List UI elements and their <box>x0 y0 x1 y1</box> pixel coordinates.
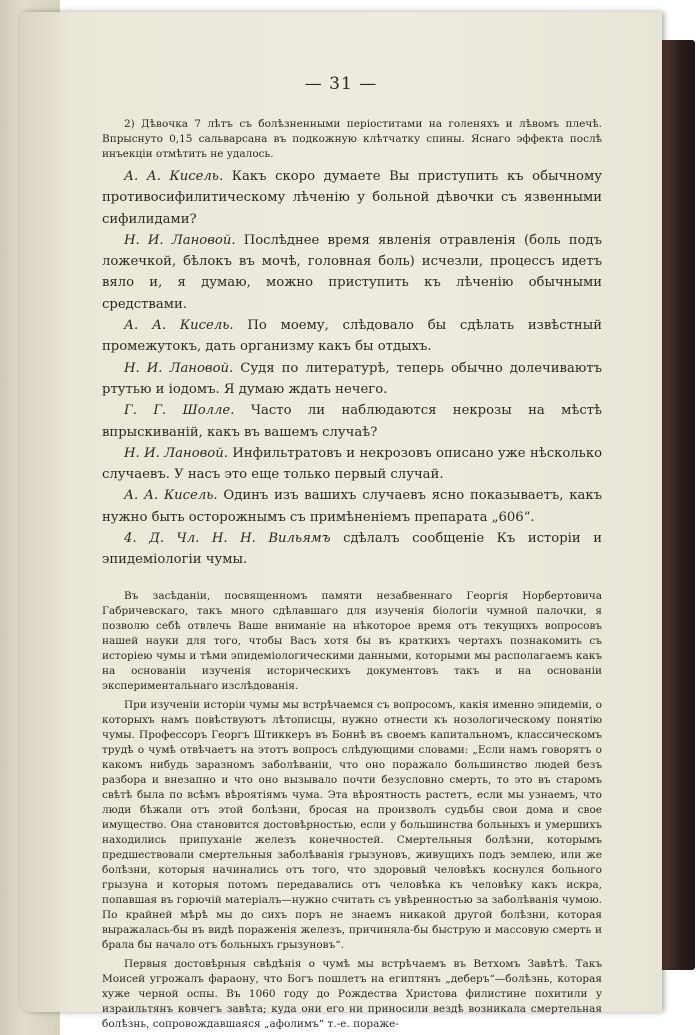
dialogue-text: Судя по литературѣ, теперь обычно долечиваютъ ртутью и іодомъ. Я думаю ждать нечего. <box>102 360 603 397</box>
page-number: — 31 — <box>304 74 378 94</box>
dialogue-text: Одинъ изъ вашихъ случаевъ ясно показываетъ, какъ нужно быть осторожнымъ съ примѣненіемъ препарата „606“. <box>102 488 602 525</box>
case-report: 2) Дѣвочка 7 лѣтъ съ болѣзненными періоститами на голеняхъ и лѣвомъ плечѣ. Впрыснуто 0,15 сальварсана въ подкожную клѣтчатку спины. Яснаго эффекта послѣ инъекціи отмѣтить не удалось. <box>102 118 602 160</box>
dialogue-entry <box>102 166 602 230</box>
dialogue-text: Часто ли наблюдаются некрозы на мѣстѣ впрыскиваній, какъ въ вашемъ случаѣ? <box>102 403 602 440</box>
body-paragraph: Первыя достовѣрныя свѣдѣнія о чумѣ мы встрѣчаемъ въ Ветхомъ Завѣтѣ. Такъ Моисей угрожалъ фараону, что Богъ пошлетъ на египтянъ „деберъ“—болѣзнь, которая хуже черной оспы. Въ 1060 году до Рождества Христова филистине похитили у израильтянъ ковчегъ завѣта; куда они его ни приносили вездѣ возникала смертельная болѣзнь, сопровождавшаяся „афолимъ“ т.-е. пораже- <box>102 957 602 1030</box>
speaker-name: А. А. Кисель. <box>124 318 234 334</box>
book-page <box>20 12 662 1030</box>
speaker-name: А. А. Кисель. <box>124 488 218 504</box>
dialogue-entry <box>102 528 602 571</box>
dialogue-entry <box>102 315 602 358</box>
speaker-name: Н. И. Лановой. <box>124 232 236 248</box>
dialogue-text: Послѣднее время явленія отравленія (боль подъ ложечкой, бѣлокъ въ мочѣ, головная боль) исчезли, процессъ идетъ вяло и, я думаю, можно приступить къ лѣченію обычными средствами. <box>102 232 602 312</box>
dialogue-entry <box>102 358 602 401</box>
dialogue-entry <box>102 485 602 528</box>
speaker-name: А. А. Кисель. <box>124 169 224 184</box>
dialogue-entry <box>102 400 602 443</box>
dialogue-text: Какъ скоро думаете Вы приступить къ обычному противосифилитическому лѣченію у больной дѣвочки съ язвенными сифилидами? <box>102 169 602 227</box>
body-paragraph: При изученіи исторіи чумы мы встрѣчаемся съ вопросомъ, какія именно эпидеміи, о которыхъ намъ повѣствуютъ лѣтописцы, нужно отнести къ нозологическому понятію чумы. Профессоръ Георгъ Штиккеръ въ Боннѣ въ своемъ капитальномъ, классическомъ трудѣ о чумѣ отвѣчаетъ на этотъ вопросъ слѣдующими словами: „Если намъ говорятъ о какомъ нибудь заразномъ заболѣваніи, что оно поражало большинство людей безъ разбора и внезапно и что оно вызывало почти безусловно смерть, то это въ старомъ свѣтѣ была по всѣмъ вѣроятіямъ чума. Эта вѣроятность растетъ, если мы узнаемъ, что люди бѣжали отъ этой болѣзни, бросая на произволъ судьбы свои дома и свое имущество. Она становится достовѣрностью, если у большинства больныхъ и умершихъ находились припуханіе железъ конечностей. Смертельныя болѣзни, которымъ предшествовали смертельныя заболѣванія грызуновъ, живущихъ подъ землею, или же болѣзни, которыя начинались отъ того, что здоровый человѣкъ коснулся больного грызуна и которыя потомъ передавались отъ человѣка къ человѣку какъ искра, попавшая въ горючій матеріалъ—нужно считать съ увѣренностью за заболѣванія чумою. По крайней мѣрѣ мы до сихъ поръ не знаемъ никакой другой болѣзни, которая выражалась-бы въ видѣ пораженія железъ, причиняла-бы быструю и массовую смерть и бралa бы начало отъ больныхъ грызуновъ“. <box>102 698 602 951</box>
dialogue-entry <box>102 230 602 315</box>
dialogue-text: По моему, слѣдовало бы сдѣлать извѣстный промежутокъ, дать организму какъ бы отдыхъ. <box>102 318 602 355</box>
speaker-name: Г. Г. Шолле. <box>124 403 235 419</box>
speaker-name: 4. Д. Чл. Н. Н. Вильямъ <box>124 531 331 547</box>
body-paragraph: Въ засѣданіи, посвященномъ памяти незабвеннаго Георгія Норбертовича Габричевскаго, такъ много сдѣлавшаго для изученія біологіи чумной палочки, я позволю себѣ отвлечь Ваше вниманіе на нѣкоторое время отъ текущихъ вопросовъ нашей науки для того, чтобы Васъ хотя бы въ краткихъ чертахъ познакомить съ исторіею чумы и тѣми эпидеміологическими данными, которыми мы располагаемъ какъ на основаніи изученія историческихъ документовъ такъ и на основаніи экспериментальнаго изслѣдованія. <box>102 589 602 692</box>
page-content <box>102 117 602 1032</box>
speaker-name: Н. И. Лановой. <box>124 360 234 376</box>
report-body <box>102 589 602 1032</box>
speaker-name: Н. И. Лановой. <box>124 445 228 461</box>
dialogue-text: сдѣлалъ сообщеніе Къ исторіи и эпидеміологіи чумы. <box>102 531 602 568</box>
dialogue-entry <box>102 443 602 486</box>
discussion <box>102 166 602 571</box>
dialogue-text: Инфильтратовъ и некрозовъ описано уже нѣсколько случаевъ. У насъ это еще только первый случай. <box>102 445 603 483</box>
section-gap <box>102 571 602 589</box>
